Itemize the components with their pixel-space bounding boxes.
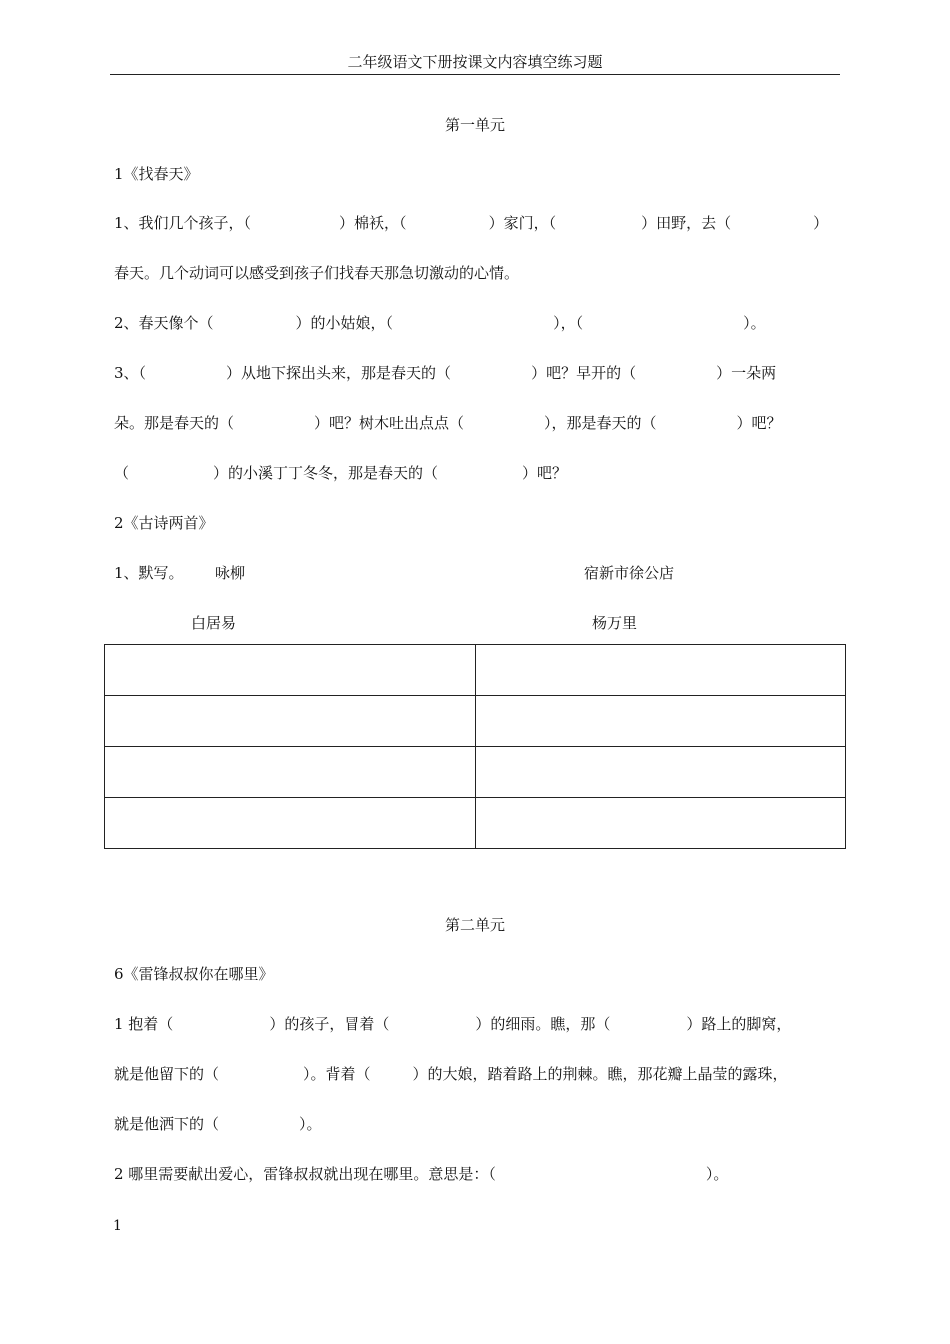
poem2-title: 宿新市徐公店 [584,564,675,582]
lesson6-q1-line3 [114,1113,322,1135]
lesson1-q2 [114,312,766,334]
lesson2-q1-label: 1、默写。 [114,564,184,582]
table-row [105,747,846,798]
lesson1-q3-line2 [114,412,782,434]
poem1-line-cell [105,798,476,849]
q1-text: 1 抱着（ [114,1015,174,1033]
q1-text: ）的细雨。瞧，那（ [475,1015,611,1033]
poem2-line-cell [475,747,846,798]
q2-text: ）。 [743,314,766,332]
q3-text: ），那是春天的（ [544,414,657,432]
q2-text: ）。 [705,1165,729,1183]
q1-text: ）路上的脚窝， [686,1015,792,1033]
q3-text: 朵。那是春天的（ [114,414,235,432]
lesson6-q1-line1 [114,1013,791,1035]
q1-text: ）的大娘，踏着路上的荆棘。瞧，那花瓣上晶莹的露珠， [412,1065,788,1083]
lesson1-title: 1《找春天》 [114,165,199,183]
q3-text: ）从地下探出头来，那是春天的（ [226,364,452,382]
q2-text: ），（ [553,314,584,332]
q1-text: ）。 [299,1115,322,1133]
lesson2-title: 2《古诗两首》 [114,514,214,532]
q2-text: 2、春天像个（ [114,314,214,332]
q1-text: ）的孩子，冒着（ [269,1015,390,1033]
poem2-line-cell [475,798,846,849]
lesson1-q1 [114,212,828,234]
q3-text: ）的小溪丁丁冬冬，那是春天的（ [213,464,439,482]
q1-text: ）家门，（ [488,214,557,232]
lesson6-q2 [114,1163,728,1185]
q1-text: ） [813,214,829,232]
lesson6-title: 6《雷锋叔叔你在哪里》 [114,965,274,983]
poem2-line-cell [475,645,846,696]
table-row [105,696,846,747]
poem2-author: 杨万里 [592,614,638,632]
lesson1-q1-continued: 春天。几个动词可以感受到孩子们找春天那急切激动的心情。 [114,264,520,282]
table-row [105,798,846,849]
page-number: 1 [113,1218,122,1234]
poem1-line-cell [105,645,476,696]
q3-text: ）吧？早开的（ [531,364,637,382]
q1-text: 就是他洒下的（ [114,1115,220,1133]
q1-text: 就是他留下的（ [114,1065,220,1083]
page-header-title: 二年级语文下册按课文内容填空练习题 [347,53,603,71]
poem1-line-cell [105,696,476,747]
lesson1-q3-line1 [114,362,776,384]
q1-text: 1、我们几个孩子，（ [114,214,252,232]
q3-text: （ [114,464,130,482]
poem1-title: 咏柳 [215,564,246,582]
poem1-author: 白居易 [191,614,237,632]
header-divider [110,74,840,75]
q3-text: ）吧？ [736,414,782,432]
q3-text: 3、（ [114,364,147,382]
unit1-title: 第一单元 [444,116,505,134]
q3-text: ）一朵两 [716,364,777,382]
poem2-line-cell [475,696,846,747]
lesson1-q3-line3 [114,462,567,484]
table-row [105,645,846,696]
poem-writing-table [104,644,846,849]
poem1-line-cell [105,747,476,798]
q1-text: ）棉袄，（ [339,214,407,232]
q1-text: ）。背着（ [303,1065,371,1083]
q3-text: ）吧？ [522,464,568,482]
lesson6-q1-line2 [114,1063,788,1085]
q3-text: ）吧？树木吐出点点（ [314,414,465,432]
q1-text: ）田野，去（ [641,214,732,232]
q2-text: 2 哪里需要献出爱心，雷锋叔叔就出现在哪里。意思是：（ [114,1165,496,1183]
unit2-title: 第二单元 [444,916,505,934]
q2-text: ）的小姑娘，（ [295,314,394,332]
